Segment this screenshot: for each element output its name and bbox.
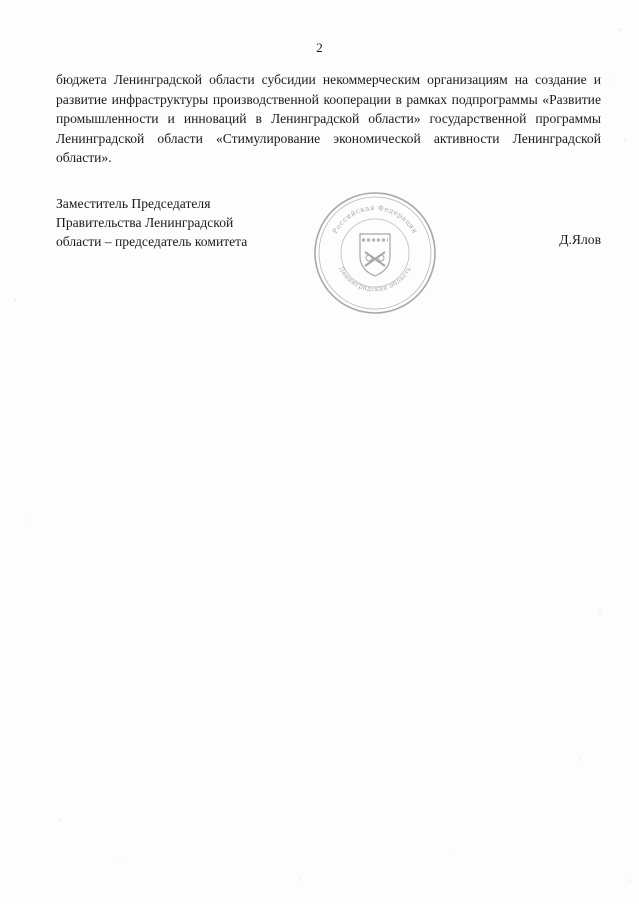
svg-text:Российская Федерация: Российская Федерация	[331, 203, 419, 236]
signatory-title	[56, 194, 247, 251]
signatory-title-line-3: области – председатель комитета	[56, 234, 248, 249]
seal-icon	[312, 190, 438, 316]
svg-text:Ленинградская область: Ленинградская область	[336, 265, 414, 294]
official-seal-stamp	[312, 190, 438, 316]
signatory-title-line-2: Правительства Ленинградской	[56, 215, 234, 230]
page-number: 2	[316, 40, 323, 55]
signatory-title-line-1: Заместитель Председателя	[56, 196, 211, 211]
body-paragraph: бюджета Ленинградской области субсидии некоммерческим организациям на создание и развитие инфраструктуры производственной кооперации в рамках подпрограммы «Развитие промышленности и инноваций в Ленинградской области» государственной программы Ленинградской области «Стимулирование экономической активности Ленинградской области».	[56, 72, 601, 165]
signatory-name: Д.Ялов	[559, 232, 601, 247]
